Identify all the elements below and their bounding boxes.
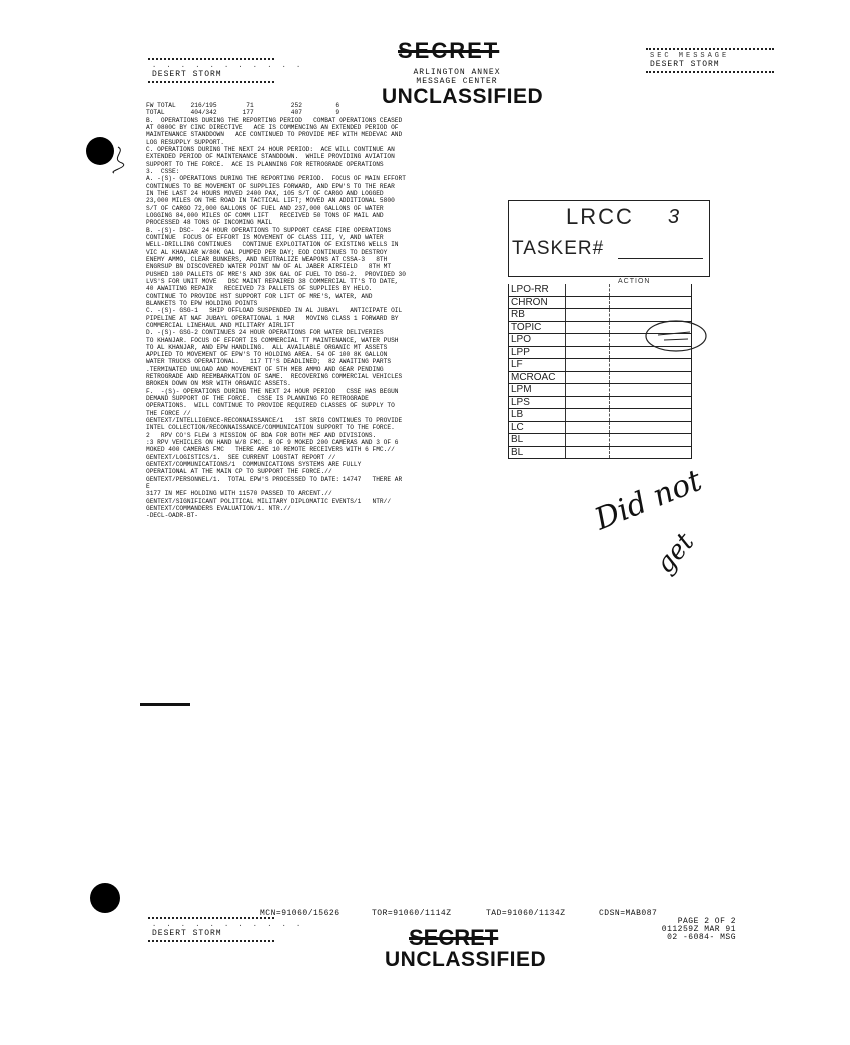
body-line: DEMAND SUPPORT OF THE FORCE. CSSE IS PLANNING FO RETROGRADE bbox=[146, 395, 369, 403]
body-line: C. OPERATIONS DURING THE NEXT 24 HOUR PERIOD: ACE WILL CONTINUE AN bbox=[146, 145, 395, 153]
body-line: S/T OF CARGO 72,000 GALLONS OF FUEL AND 237,000 GALLONS OF WATER bbox=[146, 204, 384, 212]
date-time-group: 011259Z MAR 91 bbox=[661, 925, 736, 934]
body-line: IN THE LAST 24 HOURS MOVED 2400 PAX, 105 S/T OF CARGO AND LOGGED bbox=[146, 189, 384, 197]
routing-code: LPS bbox=[511, 396, 530, 408]
routing-cell-divider bbox=[609, 309, 610, 321]
mcn-number: MCN=91060/15626 bbox=[260, 909, 340, 918]
routing-row bbox=[509, 422, 691, 435]
routing-cell-divider bbox=[565, 359, 566, 371]
action-column-header: ACTION bbox=[618, 278, 651, 285]
routing-code: LB bbox=[511, 409, 524, 420]
ink-circle-mark bbox=[644, 318, 708, 354]
routing-cell-divider bbox=[609, 322, 610, 334]
routing-cell-divider bbox=[565, 422, 566, 434]
routing-code: BL bbox=[511, 446, 524, 458]
body-line: E bbox=[146, 483, 150, 491]
routing-cell-divider bbox=[609, 297, 610, 309]
body-line: A. -(S)- OPERATIONS DURING THE REPORTING PERIOD. FOCUS OF MAIN EFFORT bbox=[146, 175, 406, 183]
routing-cell-divider bbox=[609, 434, 610, 446]
body-line: THE FORCE // bbox=[146, 409, 191, 417]
routing-cell-divider bbox=[565, 347, 566, 359]
routing-code: BL bbox=[511, 434, 524, 445]
punch-hole-mark-bottom bbox=[90, 883, 120, 913]
body-line: TO KHANJAR. FOCUS OF EFFORT IS COMMERCIAL TT MAINTENANCE, WATER PUSH bbox=[146, 336, 399, 344]
body-line: CONTINUES TO BE MOVEMENT OF SUPPLIES FORWARD, AND EPW'S TO THE REAR bbox=[146, 182, 395, 190]
routing-cell-divider bbox=[565, 372, 566, 384]
routing-row bbox=[509, 297, 691, 310]
routing-row bbox=[509, 359, 691, 372]
body-line: CONTINUE FOCUS OF EFFORT IS MOVEMENT OF CLASS III, V, AND WATER bbox=[146, 233, 384, 241]
unclassified-marking-bottom: UNCLASSIFIED bbox=[385, 948, 547, 971]
body-line: C. -(S)- GSG-1 SHIP OFFLOAD SUSPENDED IN AL JUBAYL ANTICIPATE OIL bbox=[146, 307, 403, 315]
body-line: COMMERCIAL LINEHAUL AND MILITARY AIRLIFT bbox=[146, 321, 295, 329]
page-number: PAGE 2 OF 2 bbox=[677, 917, 736, 926]
body-line: ENGRSUP BN DISCOVERED WATER POINT NW OF AL JABER AIRFIELD 8TH MT bbox=[146, 263, 392, 271]
office-line-1: ARLINGTON ANNEX bbox=[413, 68, 501, 77]
body-line: SUPPORT TO THE FORCE. ACE IS PLANNING FOR RETROGRADE OPERATIONS bbox=[146, 160, 384, 168]
body-line: 23,000 MILES ON THE ROAD IN TACTICAL LIFT; MOVED AN ADDITIONAL 5800 bbox=[146, 197, 395, 205]
desert-storm-text: DESERT STORM bbox=[152, 929, 222, 938]
routing-cell-divider bbox=[565, 409, 566, 421]
routing-code: LPO bbox=[511, 334, 532, 345]
routing-grid bbox=[508, 284, 692, 459]
classification-struck-top: SECRET bbox=[398, 38, 500, 63]
body-line: APPLIED TO MOVEMENT OF EPW'S TO HOLDING AREA. 54 OF 100 8K GALLON bbox=[146, 351, 388, 359]
stamp-title: LRCC bbox=[566, 204, 634, 229]
routing-cell-divider bbox=[565, 309, 566, 321]
body-line: GENTEXT/INTELLIGENCE-RECONNAISSANCE/1 1ST SRIG CONTINUES TO PROVIDE bbox=[146, 417, 403, 425]
body-line: INTEL COLLECTION/RECONNAISSANCE/COMMUNICATION SUPPORT TO THE FORCE. bbox=[146, 424, 395, 432]
body-line: TOTAL 404/342 177 407 9 bbox=[146, 109, 340, 117]
unclassified-marking-top: UNCLASSIFIED bbox=[382, 85, 544, 108]
body-line: FW TOTAL 216/195 71 252 6 bbox=[146, 102, 340, 109]
routing-row bbox=[509, 397, 691, 410]
body-line: LOG RESUPPLY SUPPORT. bbox=[146, 138, 224, 146]
routing-code: LC bbox=[511, 421, 524, 433]
routing-code: MCROAC bbox=[511, 371, 556, 383]
tasker-label: TASKER# bbox=[512, 238, 605, 259]
routing-row bbox=[509, 284, 691, 297]
routing-row bbox=[509, 434, 691, 447]
body-line: 3177 IN MEF HOLDING WITH 11570 PASSED TO ARCENT.// bbox=[146, 490, 332, 498]
body-line: BLANKETS TO EPW HOLDING POINTS bbox=[146, 299, 258, 307]
garbled-header-text: SEC MESSAGE bbox=[650, 52, 730, 60]
margin-scribble-icon bbox=[100, 145, 130, 175]
routing-code: LPM bbox=[511, 384, 532, 395]
body-line: 40 AWAITING REPAIR RECEIVED 73 PALLETS OF SUPPLIES BY HELO. bbox=[146, 285, 373, 293]
body-line: WELL-DRILLING CONTINUES CONTINUE EXPLOITATION OF EXISTING WELLS IN bbox=[146, 241, 399, 249]
routing-code: TOPIC bbox=[511, 321, 542, 333]
routing-code: LF bbox=[511, 359, 523, 370]
routing-cell-divider bbox=[609, 334, 610, 346]
body-line: MOKED 400 CAMERAS FMC THERE ARE 10 REMOTE RECEIVERS WITH 6 FMC.// bbox=[146, 446, 395, 454]
body-line: LOGGING 84,000 MILES OF COMM LIFT RECEIVED 50 TONS OF MAIL AND bbox=[146, 211, 384, 219]
body-line: RETROGRADE AND REEMBARKATION OF SAME. RECOVERING COMMERCIAL VEHICLES bbox=[146, 373, 403, 381]
body-line: WATER TRUCKS OPERATIONAL. 117 TT'S DEADLINED; 82 AWAITING PARTS bbox=[146, 358, 392, 366]
message-center-address bbox=[407, 68, 507, 86]
routing-row bbox=[509, 409, 691, 422]
body-line: :3 RPV VEHICLES ON HAND W/8 FMC. 8 OF 9 MOKED 200 CAMERAS AND 3 OF 6 bbox=[146, 439, 399, 447]
desert-storm-text: DESERT STORM bbox=[152, 70, 222, 79]
desert-storm-label-top-left: . . . . . . . . . . . DESERT STORM bbox=[148, 58, 274, 83]
body-line: D. -(S)- GSG-2 CONTINUES 24 HOUR OPERATIONS FOR WATER DELIVERIES bbox=[146, 329, 384, 337]
body-line: GENTEXT/COMMANDERS EVALUATION/1. NTR.// bbox=[146, 505, 291, 513]
body-line: GENTEXT/PERSONNEL/1. TOTAL EPW'S PROCESSED TO DATE: 14747 THERE AR bbox=[146, 475, 403, 483]
routing-cell-divider bbox=[565, 334, 566, 346]
body-line: PROCESSED 48 TONS OF INCOMING MAIL bbox=[146, 219, 273, 227]
body-line: GENTEXT/LOGISTICS/1. SEE CURRENT LOGSTAT REPORT // bbox=[146, 453, 336, 461]
lrcc-routing-stamp bbox=[508, 200, 708, 480]
desert-storm-label-bottom-left: . . . . . . . . . . . DESERT STORM bbox=[148, 917, 274, 942]
routing-cell-divider bbox=[609, 397, 610, 409]
body-line: B. -(S)- DSC- 24 HOUR OPERATIONS TO SUPPORT CEASE FIRE OPERATIONS bbox=[146, 226, 392, 234]
routing-code: LPO-RR bbox=[511, 284, 549, 295]
body-line: MAINTENANCE STANDDOWN ACE CONTINUED TO PROVIDE MEF WITH MEDEVAC AND bbox=[146, 131, 403, 139]
routing-code: CHRON bbox=[511, 296, 548, 308]
body-line: OPERATIONS. WILL CONTINUE TO PROVIDE REQUIRED CLASSES OF SUPPLY TO bbox=[146, 402, 395, 410]
handwritten-note-line-1: Did not bbox=[590, 463, 707, 538]
body-line: B. OPERATIONS DURING THE REPORTING PERIOD COMBAT OPERATIONS CEASED bbox=[146, 116, 403, 124]
page-info bbox=[646, 918, 736, 942]
body-line: PIPELINE AT NAF JUBAYL OPERATIONAL 1 MAR MOVING CLASS 1 FORWARD BY bbox=[146, 314, 399, 322]
body-line: CONTINUE TO PROVIDE HST SUPPORT FOR LIFT OF MRE'S, WATER, AND bbox=[146, 292, 373, 300]
body-line: .TERMINATED UNLOAD AND MOVEMENT OF 5TH MEB AMMO AND GEAR PENDING bbox=[146, 365, 384, 373]
body-line: F. -(S)- OPERATIONS DURING THE NEXT 24 HOUR PERIOD CSSE HAS BEGUN bbox=[146, 387, 399, 395]
classification-struck-bottom: SECRET bbox=[409, 925, 499, 950]
message-count: 02 -6084- MSG bbox=[667, 933, 736, 942]
routing-row bbox=[509, 447, 691, 460]
routing-cell-divider bbox=[609, 372, 610, 384]
body-line: 3. CSSE: bbox=[146, 167, 180, 175]
body-line: TO AL KHANJAR, AND EPW HANDLING. ALL AVAILABLE ORGANIC MT ASSETS bbox=[146, 343, 388, 351]
body-line: OPERATIONAL AT THE MAIN CP TO SUPPORT THE FORCE.// bbox=[146, 468, 332, 476]
handwritten-note-line-2: get bbox=[650, 527, 701, 580]
routing-cell-divider bbox=[565, 397, 566, 409]
stamp-number: 3 bbox=[668, 206, 680, 228]
message-body bbox=[146, 102, 486, 520]
routing-cell-divider bbox=[609, 284, 610, 296]
routing-code: LPP bbox=[511, 346, 530, 358]
routing-cell-divider bbox=[565, 284, 566, 296]
body-line: GENTEXT/COMMUNICATIONS/1 COMMUNICATIONS SYSTEMS ARE FULLY bbox=[146, 461, 362, 469]
routing-cell-divider bbox=[609, 447, 610, 459]
routing-cell-divider bbox=[565, 322, 566, 334]
routing-cell-divider bbox=[565, 384, 566, 396]
tasker-blank bbox=[618, 258, 703, 259]
routing-cell-divider bbox=[609, 347, 610, 359]
body-line: AT 0800C BY CINC DIRECTIVE ACE IS COMMENCING AN EXTENDED PERIOD OF bbox=[146, 123, 399, 131]
body-line: -DECL-OADR-BT- bbox=[146, 512, 198, 520]
routing-cell-divider bbox=[609, 422, 610, 434]
declassify-strike-rule bbox=[140, 703, 190, 706]
body-line: GENTEXT/SIGNIFICANT POLITICAL MILITARY DIPLOMATIC EVENTS/1 NTR// bbox=[146, 497, 392, 505]
desert-storm-text: DESERT STORM bbox=[650, 60, 720, 69]
body-line: ENEMY AMMO, CLEAR BUNKERS, AND NEUTRALIZE WEAPONS AT CSSA-3 8TH bbox=[146, 255, 388, 263]
routing-cell-divider bbox=[565, 447, 566, 459]
body-line: 2 RPV CO'S FLEW 3 MISSION OF BDA FOR BOTH MEF AND DIVISIONS. bbox=[146, 431, 377, 439]
routing-code: RB bbox=[511, 309, 525, 320]
routing-cell-divider bbox=[609, 359, 610, 371]
body-line: PUSHED 180 PALLETS OF MRE'S AND 39K GAL OF FUEL TO DSG-2. PROVIDED 30 bbox=[146, 270, 406, 278]
cdsn-number: CDSN=MAB087 bbox=[599, 909, 658, 918]
body-line: LVS'S FOR UNIT MOVE DSC MAINT REPAIRED 38 COMMERCIAL TT'S TO DATE, bbox=[146, 277, 399, 285]
routing-cell-divider bbox=[609, 409, 610, 421]
routing-cell-divider bbox=[609, 384, 610, 396]
body-line: EXTENDED PERIOD OF MAINTENANCE STANDDOWN. WHILE PROVIDING AVIATION bbox=[146, 153, 395, 161]
routing-row bbox=[509, 384, 691, 397]
routing-cell-divider bbox=[565, 434, 566, 446]
tor-number: TOR=91060/1114Z bbox=[372, 909, 452, 918]
desert-storm-label-top-right bbox=[646, 48, 774, 73]
body-line: VIC AL KHANJAR W/80K GAL PUMPED PER DAY; EOD CONTINUES TO DESTROY bbox=[146, 248, 388, 256]
body-line: BROKEN DOWN ON MSR WITH ORGANIC ASSETS. bbox=[146, 380, 291, 388]
routing-cell-divider bbox=[565, 297, 566, 309]
tad-number: TAD=91060/1134Z bbox=[486, 909, 566, 918]
office-line-2: MESSAGE CENTER bbox=[416, 77, 498, 86]
routing-row bbox=[509, 372, 691, 385]
